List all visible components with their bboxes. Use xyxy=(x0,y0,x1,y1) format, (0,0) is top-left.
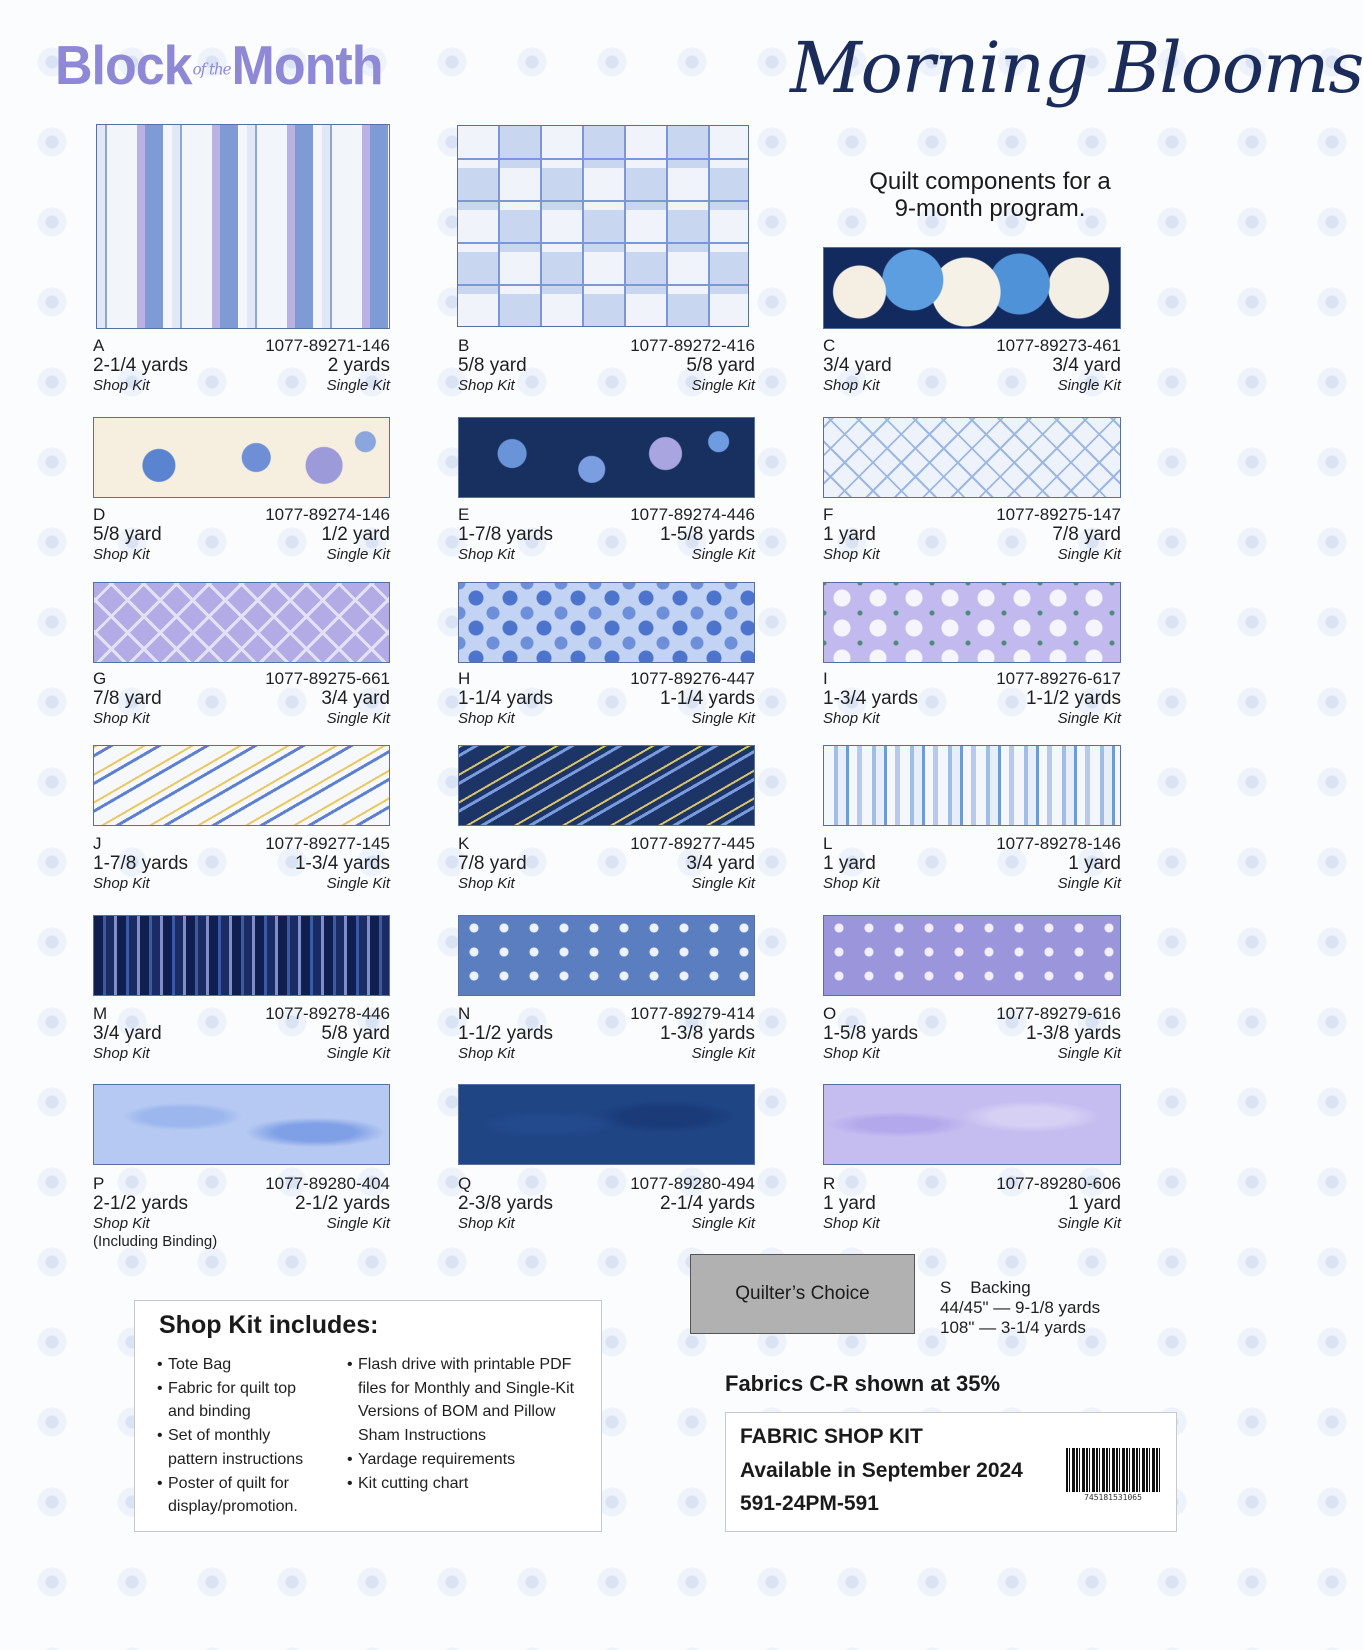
fabric-swatch-n xyxy=(458,915,755,996)
single_label: Single Kit xyxy=(1057,546,1121,563)
fabric-swatch-f xyxy=(823,417,1121,498)
single_qty: 2 yards xyxy=(327,355,390,376)
shop_label: Shop Kit xyxy=(93,1045,150,1062)
fabric-info xyxy=(458,669,755,728)
fabric-swatch-c xyxy=(823,247,1121,329)
letter: O xyxy=(823,1004,837,1023)
letter: Q xyxy=(458,1174,472,1193)
fabric-row xyxy=(458,709,755,728)
fabric-row xyxy=(458,376,755,395)
single_label: Single Kit xyxy=(326,377,390,394)
list-item: • Poster of quilt for display/promotion. xyxy=(155,1472,320,1519)
fabric-swatch-m xyxy=(93,915,390,996)
fabric-row xyxy=(93,525,390,545)
letter: H xyxy=(458,669,471,688)
fabric-row xyxy=(93,1214,390,1233)
sku: 1077-89275-661 xyxy=(265,669,390,688)
fabric-swatch-b xyxy=(457,125,749,327)
sku: 1077-89273-461 xyxy=(996,336,1121,355)
shop_qty: 1-1/4 yards xyxy=(458,688,554,709)
letter: A xyxy=(93,336,105,355)
shop_label: Shop Kit xyxy=(823,875,880,892)
fabric-row xyxy=(458,669,755,689)
letter: C xyxy=(823,336,836,355)
fabric-row xyxy=(458,1044,755,1063)
letter: E xyxy=(458,505,470,524)
single_label: Single Kit xyxy=(691,546,755,563)
single_qty: 3/4 yard xyxy=(686,853,755,874)
fabric-row xyxy=(93,1004,390,1024)
sku: 1077-89279-616 xyxy=(996,1004,1121,1023)
shop_qty: 1 yard xyxy=(823,524,876,545)
fabric-row xyxy=(93,505,390,525)
single_qty: 1-3/4 yards xyxy=(294,853,390,874)
list-item: • Kit cutting chart xyxy=(345,1472,590,1496)
fabric-row xyxy=(93,1194,390,1214)
single_qty: 2-1/2 yards xyxy=(294,1193,390,1214)
shop_label: Shop Kit xyxy=(823,546,880,563)
fabric-row xyxy=(823,336,1121,356)
fabric-row xyxy=(458,1174,755,1194)
shop_qty: 2-1/2 yards xyxy=(93,1193,189,1214)
fabric-swatch-r xyxy=(823,1084,1121,1165)
single_qty: 5/8 yard xyxy=(321,1023,390,1044)
fabric-info xyxy=(458,1174,755,1233)
fabric-info xyxy=(458,834,755,893)
single_label: Single Kit xyxy=(326,546,390,563)
fabric-swatch-d xyxy=(93,417,390,498)
scale-note: Fabrics C-R shown at 35% xyxy=(725,1371,1001,1396)
fabric-row xyxy=(823,1214,1121,1233)
shop_label: Shop Kit xyxy=(458,1045,515,1062)
fabric-swatch-i xyxy=(823,582,1121,663)
fabric-row xyxy=(458,525,755,545)
fabric-row xyxy=(93,689,390,709)
sku: 1077-89280-494 xyxy=(630,1174,755,1193)
fabric-row xyxy=(823,1024,1121,1044)
shop_label: Shop Kit xyxy=(458,875,515,892)
fabric-row xyxy=(93,709,390,728)
shop_qty: 2-3/8 yards xyxy=(458,1193,554,1214)
backing-title: S Backing xyxy=(940,1278,1031,1297)
shop_qty: 7/8 yard xyxy=(458,853,527,874)
single_qty: 2-1/4 yards xyxy=(659,1193,755,1214)
single_qty: 1 yard xyxy=(1068,1193,1121,1214)
fabric-row xyxy=(823,545,1121,564)
fabric-swatch-h xyxy=(458,582,755,663)
shop_qty: 5/8 yard xyxy=(93,524,162,545)
shop_label: Shop Kit xyxy=(458,377,515,394)
single_qty: 1-1/4 yards xyxy=(659,688,755,709)
fabric-info xyxy=(93,336,390,395)
fabric-info xyxy=(93,834,390,893)
single_qty: 1-5/8 yards xyxy=(659,524,755,545)
fabric-info xyxy=(458,505,755,564)
shop_label: Shop Kit xyxy=(93,875,150,892)
fabric-swatch-k xyxy=(458,745,755,826)
single_label: Single Kit xyxy=(691,710,755,727)
single_qty: 1-1/2 yards xyxy=(1025,688,1121,709)
fabric-swatch-o xyxy=(823,915,1121,996)
fabric-row xyxy=(458,505,755,525)
fabric-row xyxy=(458,834,755,854)
shop_label: Shop Kit xyxy=(93,546,150,563)
single_qty: 1-3/8 yards xyxy=(1025,1023,1121,1044)
fabric-row xyxy=(458,356,755,376)
quilters-choice-swatch: Quilter’s Choice xyxy=(690,1254,915,1334)
list-item: • Fabric for quilt top and binding xyxy=(155,1377,320,1424)
fabric-info xyxy=(823,1004,1121,1063)
block-of-the-month-logo: Blockof theMonth xyxy=(55,35,383,97)
fabric-row xyxy=(823,689,1121,709)
shop_label: Shop Kit xyxy=(458,1215,515,1232)
fabric-row xyxy=(93,874,390,893)
shop_label: Shop Kit xyxy=(458,710,515,727)
single_label: Single Kit xyxy=(326,1045,390,1062)
single_qty: 1-3/8 yards xyxy=(659,1023,755,1044)
sku: 1077-89278-146 xyxy=(996,834,1121,853)
fabric-info xyxy=(93,1004,390,1063)
fabric-row xyxy=(823,525,1121,545)
letter: P xyxy=(93,1174,105,1193)
fabric-row xyxy=(823,709,1121,728)
sku: 1077-89279-414 xyxy=(630,1004,755,1023)
letter: M xyxy=(93,1004,108,1023)
fabric-row xyxy=(93,336,390,356)
fabric-row xyxy=(93,669,390,689)
kit-code: 591-24PM-591 xyxy=(740,1492,879,1515)
fabric-row xyxy=(458,545,755,564)
fabric-info xyxy=(93,1174,390,1251)
shop_qty: 3/4 yard xyxy=(823,355,892,376)
fabric-row xyxy=(93,1044,390,1063)
program-subtitle: Quilt components for a 9-month program. xyxy=(869,168,1111,222)
single_label: Single Kit xyxy=(326,1215,390,1232)
fabric-info xyxy=(823,336,1121,395)
fabric-row xyxy=(93,834,390,854)
backing-line-108: 108" — 3-1/4 yards xyxy=(940,1318,1086,1337)
letter: L xyxy=(823,834,833,853)
fabric-row xyxy=(823,834,1121,854)
list-item: • Yardage requirements xyxy=(345,1448,590,1472)
shop_qty: 1-1/2 yards xyxy=(458,1023,554,1044)
shop_qty: 1-3/4 yards xyxy=(823,688,919,709)
sku: 1077-89274-446 xyxy=(630,505,755,524)
fabric-note: (Including Binding) xyxy=(93,1233,218,1250)
sku: 1077-89278-446 xyxy=(265,1004,390,1023)
shop_label: Shop Kit xyxy=(458,546,515,563)
fabric-row xyxy=(823,1004,1121,1024)
shop-kit-heading: Shop Kit includes: xyxy=(159,1311,379,1339)
single_label: Single Kit xyxy=(691,1215,755,1232)
shop_label: Shop Kit xyxy=(93,1215,150,1232)
fabric-row xyxy=(823,356,1121,376)
fabric-swatch-a xyxy=(96,124,390,329)
single_qty: 5/8 yard xyxy=(686,355,755,376)
shop_qty: 2-1/4 yards xyxy=(93,355,189,376)
sku: 1077-89271-146 xyxy=(265,336,390,355)
letter: R xyxy=(823,1174,836,1193)
shop_qty: 5/8 yard xyxy=(458,355,527,376)
single_label: Single Kit xyxy=(1057,710,1121,727)
single_qty: 3/4 yard xyxy=(1052,355,1121,376)
single_label: Single Kit xyxy=(691,1045,755,1062)
fabric-row xyxy=(458,874,755,893)
letter: J xyxy=(93,834,102,853)
sku: 1077-89274-146 xyxy=(265,505,390,524)
fabric-row xyxy=(458,1004,755,1024)
single_qty: 3/4 yard xyxy=(321,688,390,709)
shop_qty: 1-5/8 yards xyxy=(823,1023,919,1044)
letter: G xyxy=(93,669,107,688)
backing-line-44: 44/45" — 9-1/8 yards xyxy=(940,1298,1101,1317)
fabric-info xyxy=(823,1174,1121,1233)
single_label: Single Kit xyxy=(691,377,755,394)
fabric-info xyxy=(93,505,390,564)
shop_qty: 1 yard xyxy=(823,853,876,874)
fabric-info xyxy=(823,669,1121,728)
barcode-number: 745181531065 xyxy=(1084,1493,1142,1502)
fabric-info xyxy=(458,336,755,395)
fabric-row xyxy=(458,336,755,356)
fabric-row xyxy=(458,689,755,709)
sku: 1077-89280-404 xyxy=(265,1174,390,1193)
fabric-row xyxy=(93,1174,390,1194)
single_label: Single Kit xyxy=(326,875,390,892)
fabric-row xyxy=(823,669,1121,689)
fabric-swatch-p xyxy=(93,1084,390,1165)
single_qty: 7/8 yard xyxy=(1052,524,1121,545)
sku: 1077-89276-447 xyxy=(630,669,755,688)
shop_qty: 1 yard xyxy=(823,1193,876,1214)
fabric-row xyxy=(823,376,1121,395)
fabric-row xyxy=(93,356,390,376)
shop_label: Shop Kit xyxy=(823,710,880,727)
barcode xyxy=(1066,1448,1160,1492)
shop-kit-list-right xyxy=(345,1353,590,1495)
sku: 1077-89275-147 xyxy=(996,505,1121,524)
fabric-row xyxy=(458,1194,755,1214)
single_label: Single Kit xyxy=(1057,1215,1121,1232)
single_label: Single Kit xyxy=(691,875,755,892)
letter: B xyxy=(458,336,470,355)
fabric-row xyxy=(823,505,1121,525)
sku: 1077-89280-606 xyxy=(996,1174,1121,1193)
fabric-info xyxy=(458,1004,755,1063)
fabric-swatch-e xyxy=(458,417,755,498)
single_qty: 1/2 yard xyxy=(321,524,390,545)
shop_label: Shop Kit xyxy=(823,1215,880,1232)
fabric-row xyxy=(458,1214,755,1233)
fabric-swatch-g xyxy=(93,582,390,663)
fabric-row xyxy=(823,1194,1121,1214)
fabric-info xyxy=(93,669,390,728)
shop-kit-list-left xyxy=(155,1353,320,1519)
backing-info xyxy=(940,1278,1100,1338)
list-item: • Tote Bag xyxy=(155,1353,320,1377)
letter: N xyxy=(458,1004,471,1023)
shop_qty: 1-7/8 yards xyxy=(93,853,189,874)
fabric-row xyxy=(93,545,390,564)
list-item: • Set of monthly pattern instructions xyxy=(155,1424,320,1471)
availability-date: Available in September 2024 xyxy=(740,1459,1023,1482)
fabric-row xyxy=(823,854,1121,874)
fabric-shop-kit-label: FABRIC SHOP KIT xyxy=(740,1425,923,1448)
list-item: • Flash drive with printable PDF files for Monthly and Single-Kit Versions of BOM and Pillow Sham Instructions xyxy=(345,1353,590,1448)
sku: 1077-89276-617 xyxy=(996,669,1121,688)
sku: 1077-89272-416 xyxy=(630,336,755,355)
fabric-swatch-q xyxy=(458,1084,755,1165)
fabric-row xyxy=(823,1174,1121,1194)
fabric-row xyxy=(93,376,390,395)
sku: 1077-89277-145 xyxy=(265,834,390,853)
letter: K xyxy=(458,834,470,853)
fabric-row xyxy=(93,854,390,874)
letter: D xyxy=(93,505,106,524)
single_label: Single Kit xyxy=(326,710,390,727)
shop_qty: 1-7/8 yards xyxy=(458,524,554,545)
shop-kit-includes-box xyxy=(134,1300,602,1532)
single_qty: 1 yard xyxy=(1068,853,1121,874)
collection-title: Morning Blooms xyxy=(790,27,1363,109)
shop_label: Shop Kit xyxy=(823,377,880,394)
fabric-swatch-l xyxy=(823,745,1121,826)
single_label: Single Kit xyxy=(1057,377,1121,394)
fabric-swatch-j xyxy=(93,745,390,826)
fabric-row xyxy=(93,1024,390,1044)
fabric-row xyxy=(458,854,755,874)
shop_qty: 3/4 yard xyxy=(93,1023,162,1044)
sku: 1077-89277-445 xyxy=(630,834,755,853)
shop_label: Shop Kit xyxy=(93,377,150,394)
fabric-row xyxy=(823,1044,1121,1063)
single_label: Single Kit xyxy=(1057,1045,1121,1062)
letter: F xyxy=(823,505,834,524)
fabric-row xyxy=(823,874,1121,893)
fabric-info xyxy=(823,834,1121,893)
availability-box xyxy=(725,1412,1177,1532)
fabric-info xyxy=(823,505,1121,564)
fabric-row xyxy=(458,1024,755,1044)
single_label: Single Kit xyxy=(1057,875,1121,892)
shop_label: Shop Kit xyxy=(93,710,150,727)
shop_label: Shop Kit xyxy=(823,1045,880,1062)
letter: I xyxy=(823,669,828,688)
shop_qty: 7/8 yard xyxy=(93,688,162,709)
